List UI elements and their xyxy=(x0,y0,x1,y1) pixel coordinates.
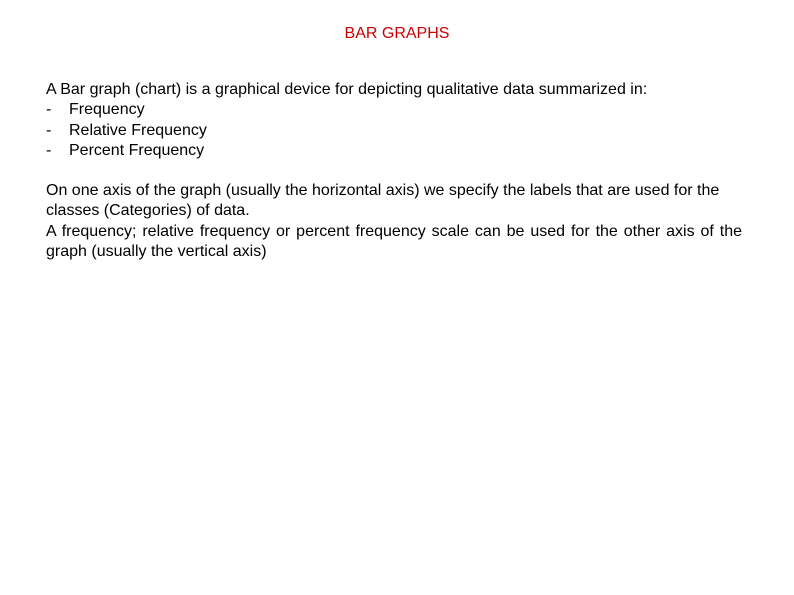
spacer xyxy=(46,161,742,181)
list-item xyxy=(46,100,742,120)
list-item-label: Percent Frequency xyxy=(69,141,205,159)
list-bullet: - xyxy=(46,141,52,159)
intro-text: A Bar graph (chart) is a graphical device for depicting qualitative data summarized in: xyxy=(46,81,648,98)
list-item-label: Frequency xyxy=(69,101,145,119)
list-item-label: Relative Frequency xyxy=(69,121,207,139)
list-item xyxy=(46,121,742,141)
frequency-type-list xyxy=(46,100,742,161)
slide-content xyxy=(46,80,742,262)
list-item xyxy=(46,141,742,161)
axis-paragraph-1: On one axis of the graph (usually the horizontal axis) we specify the labels that are used for the classes (Categories) of data. xyxy=(46,182,720,220)
list-bullet: - xyxy=(46,101,52,119)
axis-paragraph-2: A frequency; relative frequency or percent frequency scale can be used for the other axis of the graph (usually the vertical axis) xyxy=(46,222,742,261)
page-title: BAR GRAPHS xyxy=(344,25,450,42)
list-bullet: - xyxy=(46,121,52,139)
